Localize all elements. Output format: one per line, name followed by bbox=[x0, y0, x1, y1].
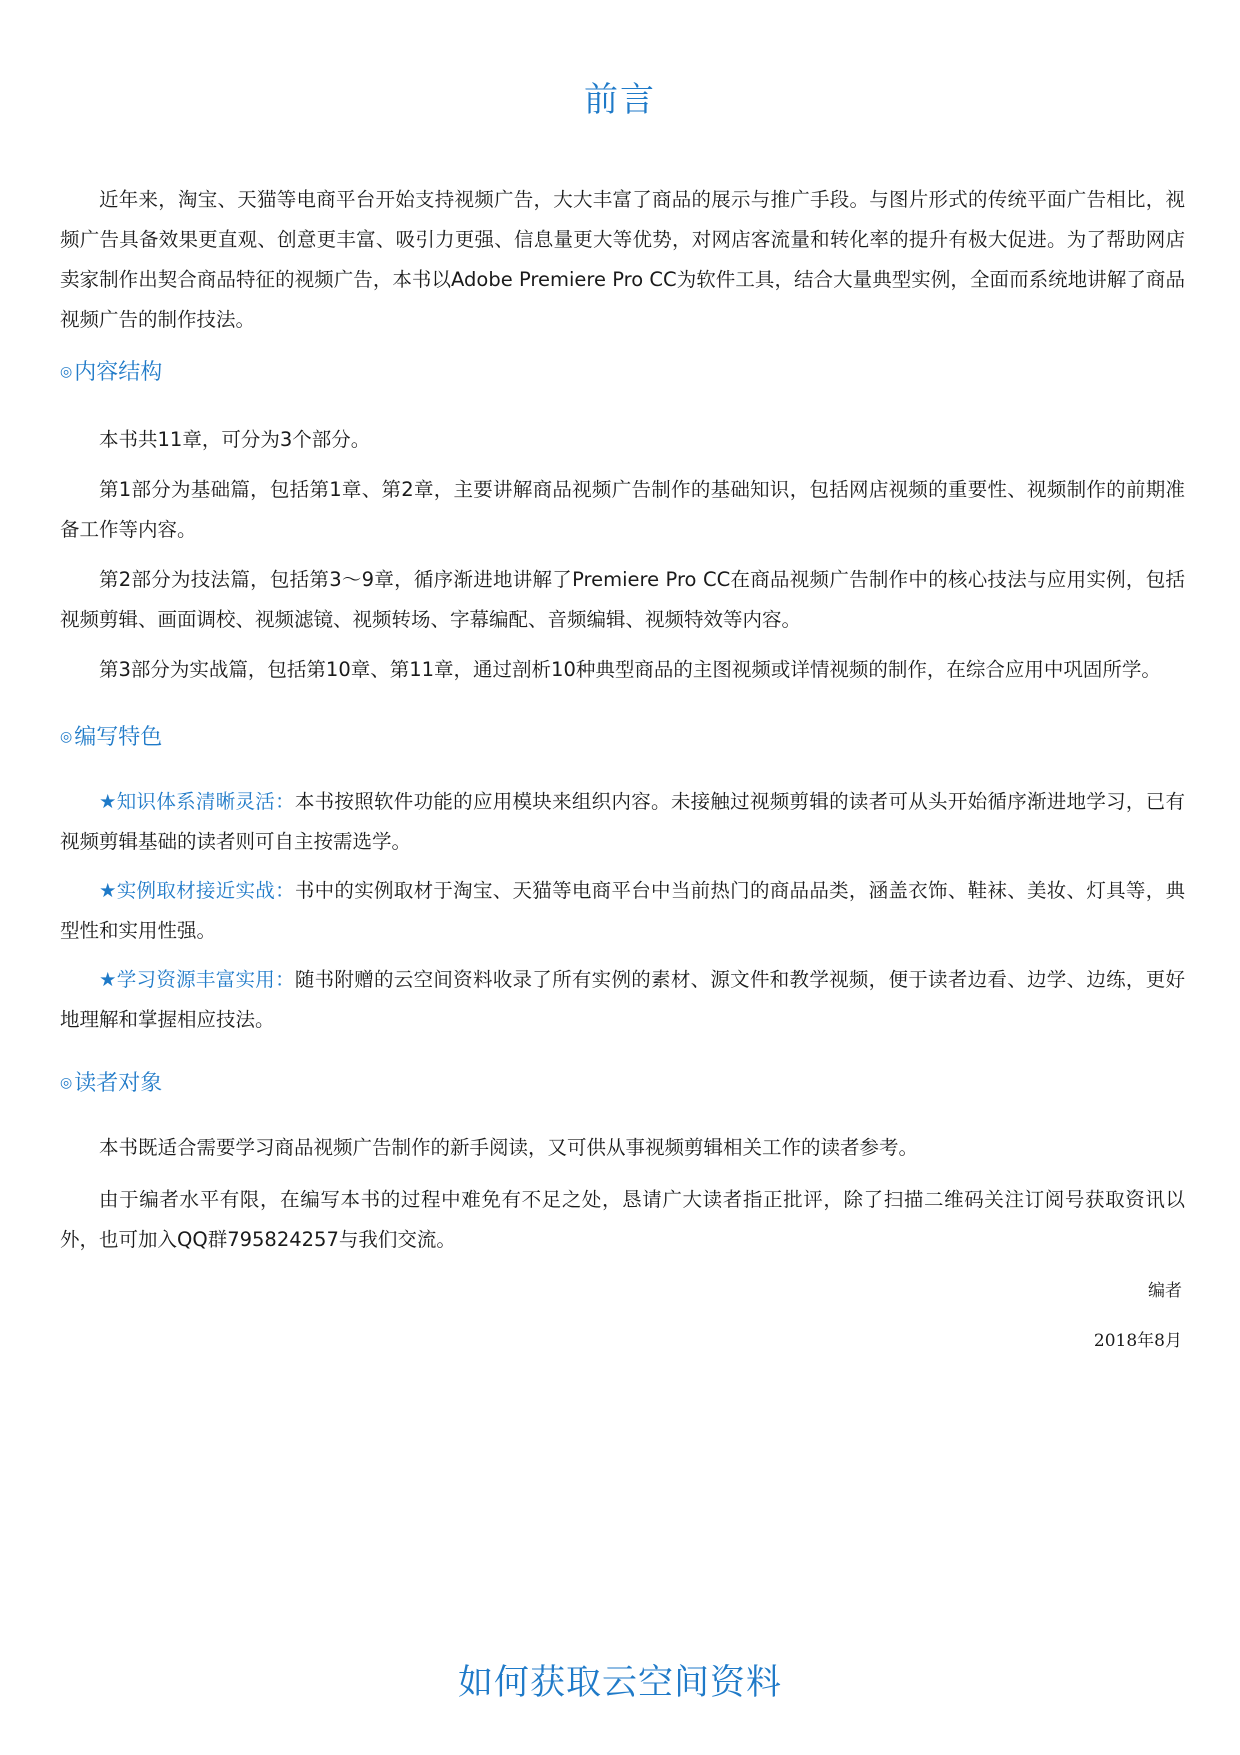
audience-p1 bbox=[60, 1128, 1185, 1168]
structure-p2 bbox=[60, 470, 1185, 550]
feature-3-label: ★学习资源丰富实用： bbox=[99, 968, 295, 991]
structure-p1 bbox=[60, 420, 1185, 460]
feature-3-text: 随书附赠的云空间资料收录了所有实例的素材、源文件和教学视频，便于读者边看、边学、边练，更好地理解和掌握相应技法。 bbox=[60, 968, 1185, 1031]
section-heading-features bbox=[60, 722, 162, 753]
feature-1-label: ★知识体系清晰灵活： bbox=[99, 790, 295, 813]
audience-p2-text: 由于编者水平有限，在编写本书的过程中难免有不足之处，恳请广大读者指正批评，除了扫描二维码关注订阅号获取资讯以外，也可加入QQ群795824257与我们交流。 bbox=[60, 1188, 1185, 1251]
feature-2 bbox=[60, 871, 1185, 951]
structure-p3-text: 第2部分为技法篇，包括第3～9章，循序渐进地讲解了Premiere Pro CC在商品视频广告制作中的核心技法与应用实例，包括视频剪辑、画面调校、视频滤镜、视频转场、字幕编配、音频编辑、视频特效等内容。 bbox=[60, 568, 1185, 631]
bullet-icon: ◎ bbox=[60, 1075, 73, 1091]
signature-author: 编者 bbox=[1148, 1281, 1182, 1301]
feature-1 bbox=[60, 782, 1185, 862]
section-heading-label: 读者对象 bbox=[74, 1071, 163, 1096]
intro-text: 近年来，淘宝、天猫等电商平台开始支持视频广告，大大丰富了商品的展示与推广手段。与图片形式的传统平面广告相比，视频广告具备效果更直观、创意更丰富、吸引力更强、信息量更大等优势，对网店客流量和转化率的提升有极大促进。为了帮助网店卖家制作出契合商品特征的视频广告，本书以Adobe Premiere Pro CC为软件工具，结合大量典型实例，全面而系统地讲解了商品视频广告的制作技法。 bbox=[60, 188, 1185, 331]
signature-date: 2018年8月 bbox=[1093, 1331, 1182, 1351]
next-section-title: 如何获取云空间资料 bbox=[457, 1663, 782, 1703]
audience-p2 bbox=[60, 1180, 1185, 1260]
feature-2-text: 书中的实例取材于淘宝、天猫等电商平台中当前热门的商品品类，涵盖衣饰、鞋袜、美妆、灯具等，典型性和实用性强。 bbox=[60, 879, 1185, 942]
section-heading-label: 编写特色 bbox=[74, 725, 163, 750]
bullet-icon: ◎ bbox=[60, 729, 73, 745]
feature-3 bbox=[60, 960, 1185, 1040]
structure-p4-text: 第3部分为实战篇，包括第10章、第11章，通过剖析10种典型商品的主图视频或详情视频的制作，在综合应用中巩固所学。 bbox=[99, 658, 1161, 681]
structure-p3 bbox=[60, 560, 1185, 640]
bullet-icon: ◎ bbox=[60, 364, 73, 380]
section-heading-label: 内容结构 bbox=[74, 360, 163, 385]
intro-paragraph bbox=[60, 180, 1185, 340]
structure-p1-text: 本书共11章，可分为3个部分。 bbox=[99, 428, 371, 451]
structure-p2-text: 第1部分为基础篇，包括第1章、第2章，主要讲解商品视频广告制作的基础知识，包括网店视频的重要性、视频制作的前期准备工作等内容。 bbox=[60, 478, 1185, 541]
structure-p4 bbox=[60, 650, 1185, 690]
feature-2-label: ★实例取材接近实战： bbox=[99, 879, 295, 902]
section-heading-structure bbox=[60, 357, 162, 388]
section-heading-audience bbox=[60, 1068, 162, 1099]
page-title: 前言 bbox=[584, 80, 656, 120]
feature-1-text: 本书按照软件功能的应用模块来组织内容。未接触过视频剪辑的读者可从头开始循序渐进地学习，已有视频剪辑基础的读者则可自主按需选学。 bbox=[60, 790, 1185, 853]
audience-p1-text: 本书既适合需要学习商品视频广告制作的新手阅读，又可供从事视频剪辑相关工作的读者参考。 bbox=[99, 1136, 919, 1159]
